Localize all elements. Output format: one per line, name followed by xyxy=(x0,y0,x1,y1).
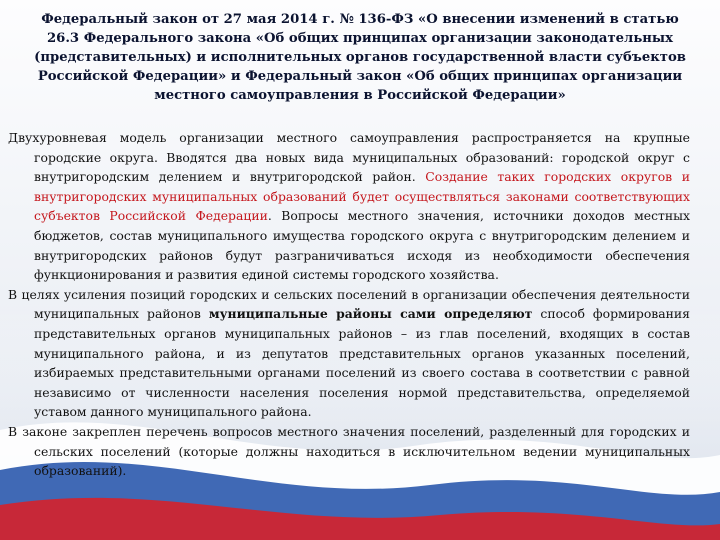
paragraph-two-level-model xyxy=(8,128,690,285)
paragraph-text: . Вопросы местного значения, источники доходов местных бюджетов, состав муниципального имущества городского округа с внутригородским делением и внутригородских районов будут разграничиваться исходя из необходимости обеспечения функционирования и развития единой системы городского хозяйства. xyxy=(34,208,691,283)
paragraph-settlements xyxy=(8,285,690,422)
paragraph-text: В законе закреплен перечень вопросов местного значения поселений, разделенный для городских и сельских поселений (которые должны находиться в исключительном ведении муниципальных образований). xyxy=(8,423,690,479)
paragraph-text: В целях усиления позиций городских и сельских поселений в организации обеспечения деятельности муниципальных районов xyxy=(8,286,690,322)
bold-text: муниципальные районы сами определяют xyxy=(208,306,533,322)
highlighted-text: Создание таких городских округов и внутригородских муниципальных образований будет осуществляться законами соответствующих субъектов Российской Федерации xyxy=(34,169,690,224)
slide-body xyxy=(8,128,690,481)
paragraph-issues-list xyxy=(8,422,690,481)
slide-title: Федеральный закон от 27 мая 2014 г. № 136-ФЗ «О внесении изменений в статью 26.3 Федерального закона «Об общих принципах организации законодательных (представительных) и исполнительных органов государственной власти субъектов Российской Федерации» и Федеральный закон «Об общих принципах организации местного самоуправления в Российской Федерации» xyxy=(34,12,686,103)
paragraph-text: способ формирования представительных органов муниципальных районов – из глав поселений, входящих в состав муниципального района, и из депутатов представительных органов указанных поселений, избираемых представительными органами поселений из своего состава в соответствии с равной независимо от численности населения поселения нормой представительства, определяемой уставом данного муниципального района. xyxy=(34,306,690,420)
paragraph-text: Двухуровневая модель организации местного самоуправления распространяется на крупные городские округа. Вводятся два новых вида муниципальных образований: городской округ с внутригородским делением и внутригородской район. xyxy=(8,130,690,185)
